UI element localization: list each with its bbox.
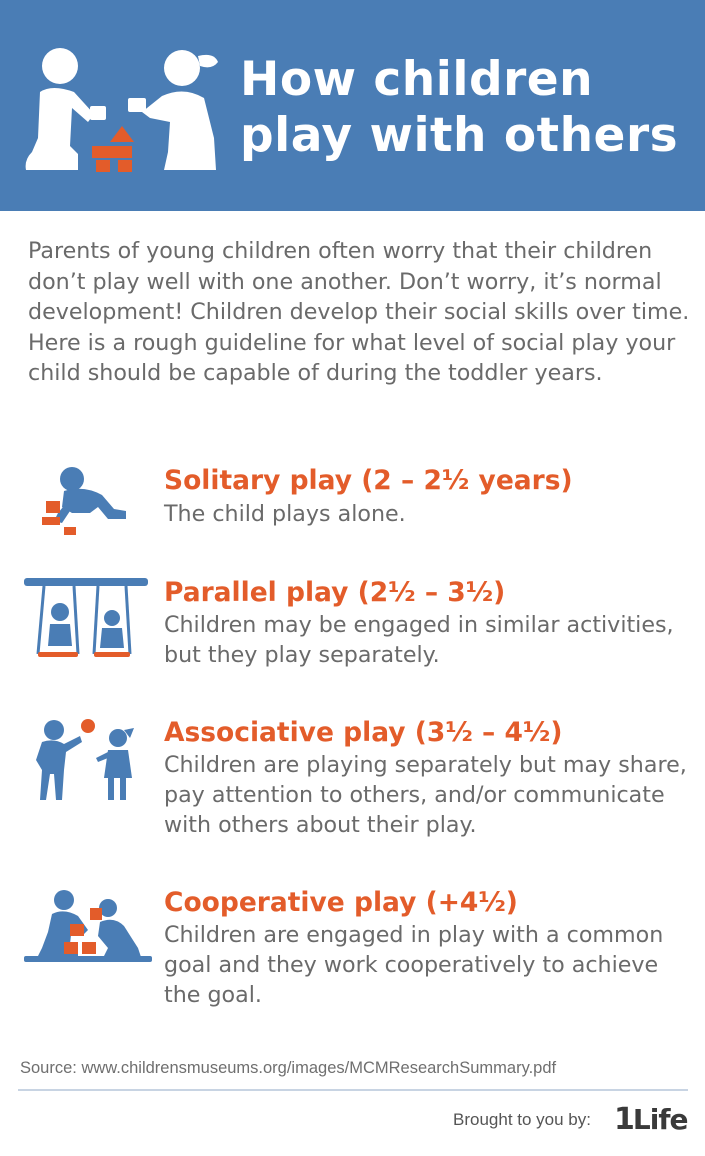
1life-logo bbox=[614, 1102, 688, 1137]
intro-paragraph: Parents of young children often worry that their children don’t play well with one another. Don’t worry, it’s normal development! Children develop their social skills over time. Here is a rough guideline for what level of social play your child should be capable of during the toddler years. bbox=[28, 238, 690, 386]
title-line-1: How children bbox=[240, 52, 594, 107]
title-line-2: play with others bbox=[240, 108, 679, 163]
source-citation: Source: www.childrensmuseums.org/images/MCMResearchSummary.pdf bbox=[20, 1059, 557, 1077]
brought-by-label: Brought to you by: bbox=[453, 1110, 591, 1129]
page-title bbox=[240, 52, 690, 164]
play-title-parallel: Parallel play (2½ – 3½) bbox=[164, 577, 506, 608]
play-title-solitary: Solitary play (2 – 2½ years) bbox=[164, 465, 573, 496]
children-building-blocks-icon bbox=[24, 888, 152, 964]
logo-text: Life bbox=[632, 1103, 688, 1136]
play-desc-cooperative: Children are engaged in play with a common goal and they work cooperatively to achieve the goal. bbox=[164, 922, 664, 1008]
play-title-cooperative: Cooperative play (+4½) bbox=[164, 887, 518, 918]
play-desc-parallel: Children may be engaged in similar activities, but they play separately. bbox=[164, 612, 674, 668]
children-ball-icon bbox=[24, 716, 144, 806]
logo-number: 1 bbox=[614, 1102, 633, 1137]
header-banner bbox=[0, 0, 705, 211]
play-desc-associative: Children are playing separately but may share, pay attention to others, and/or communicate with others about their play. bbox=[164, 752, 687, 838]
footer-divider bbox=[18, 1089, 688, 1091]
child-crawling-blocks-icon bbox=[24, 461, 134, 537]
children-swings-icon bbox=[24, 576, 148, 666]
play-title-associative: Associative play (3½ – 4½) bbox=[164, 717, 563, 748]
play-desc-solitary: The child plays alone. bbox=[164, 501, 406, 527]
children-playing-blocks-icon bbox=[22, 42, 222, 174]
